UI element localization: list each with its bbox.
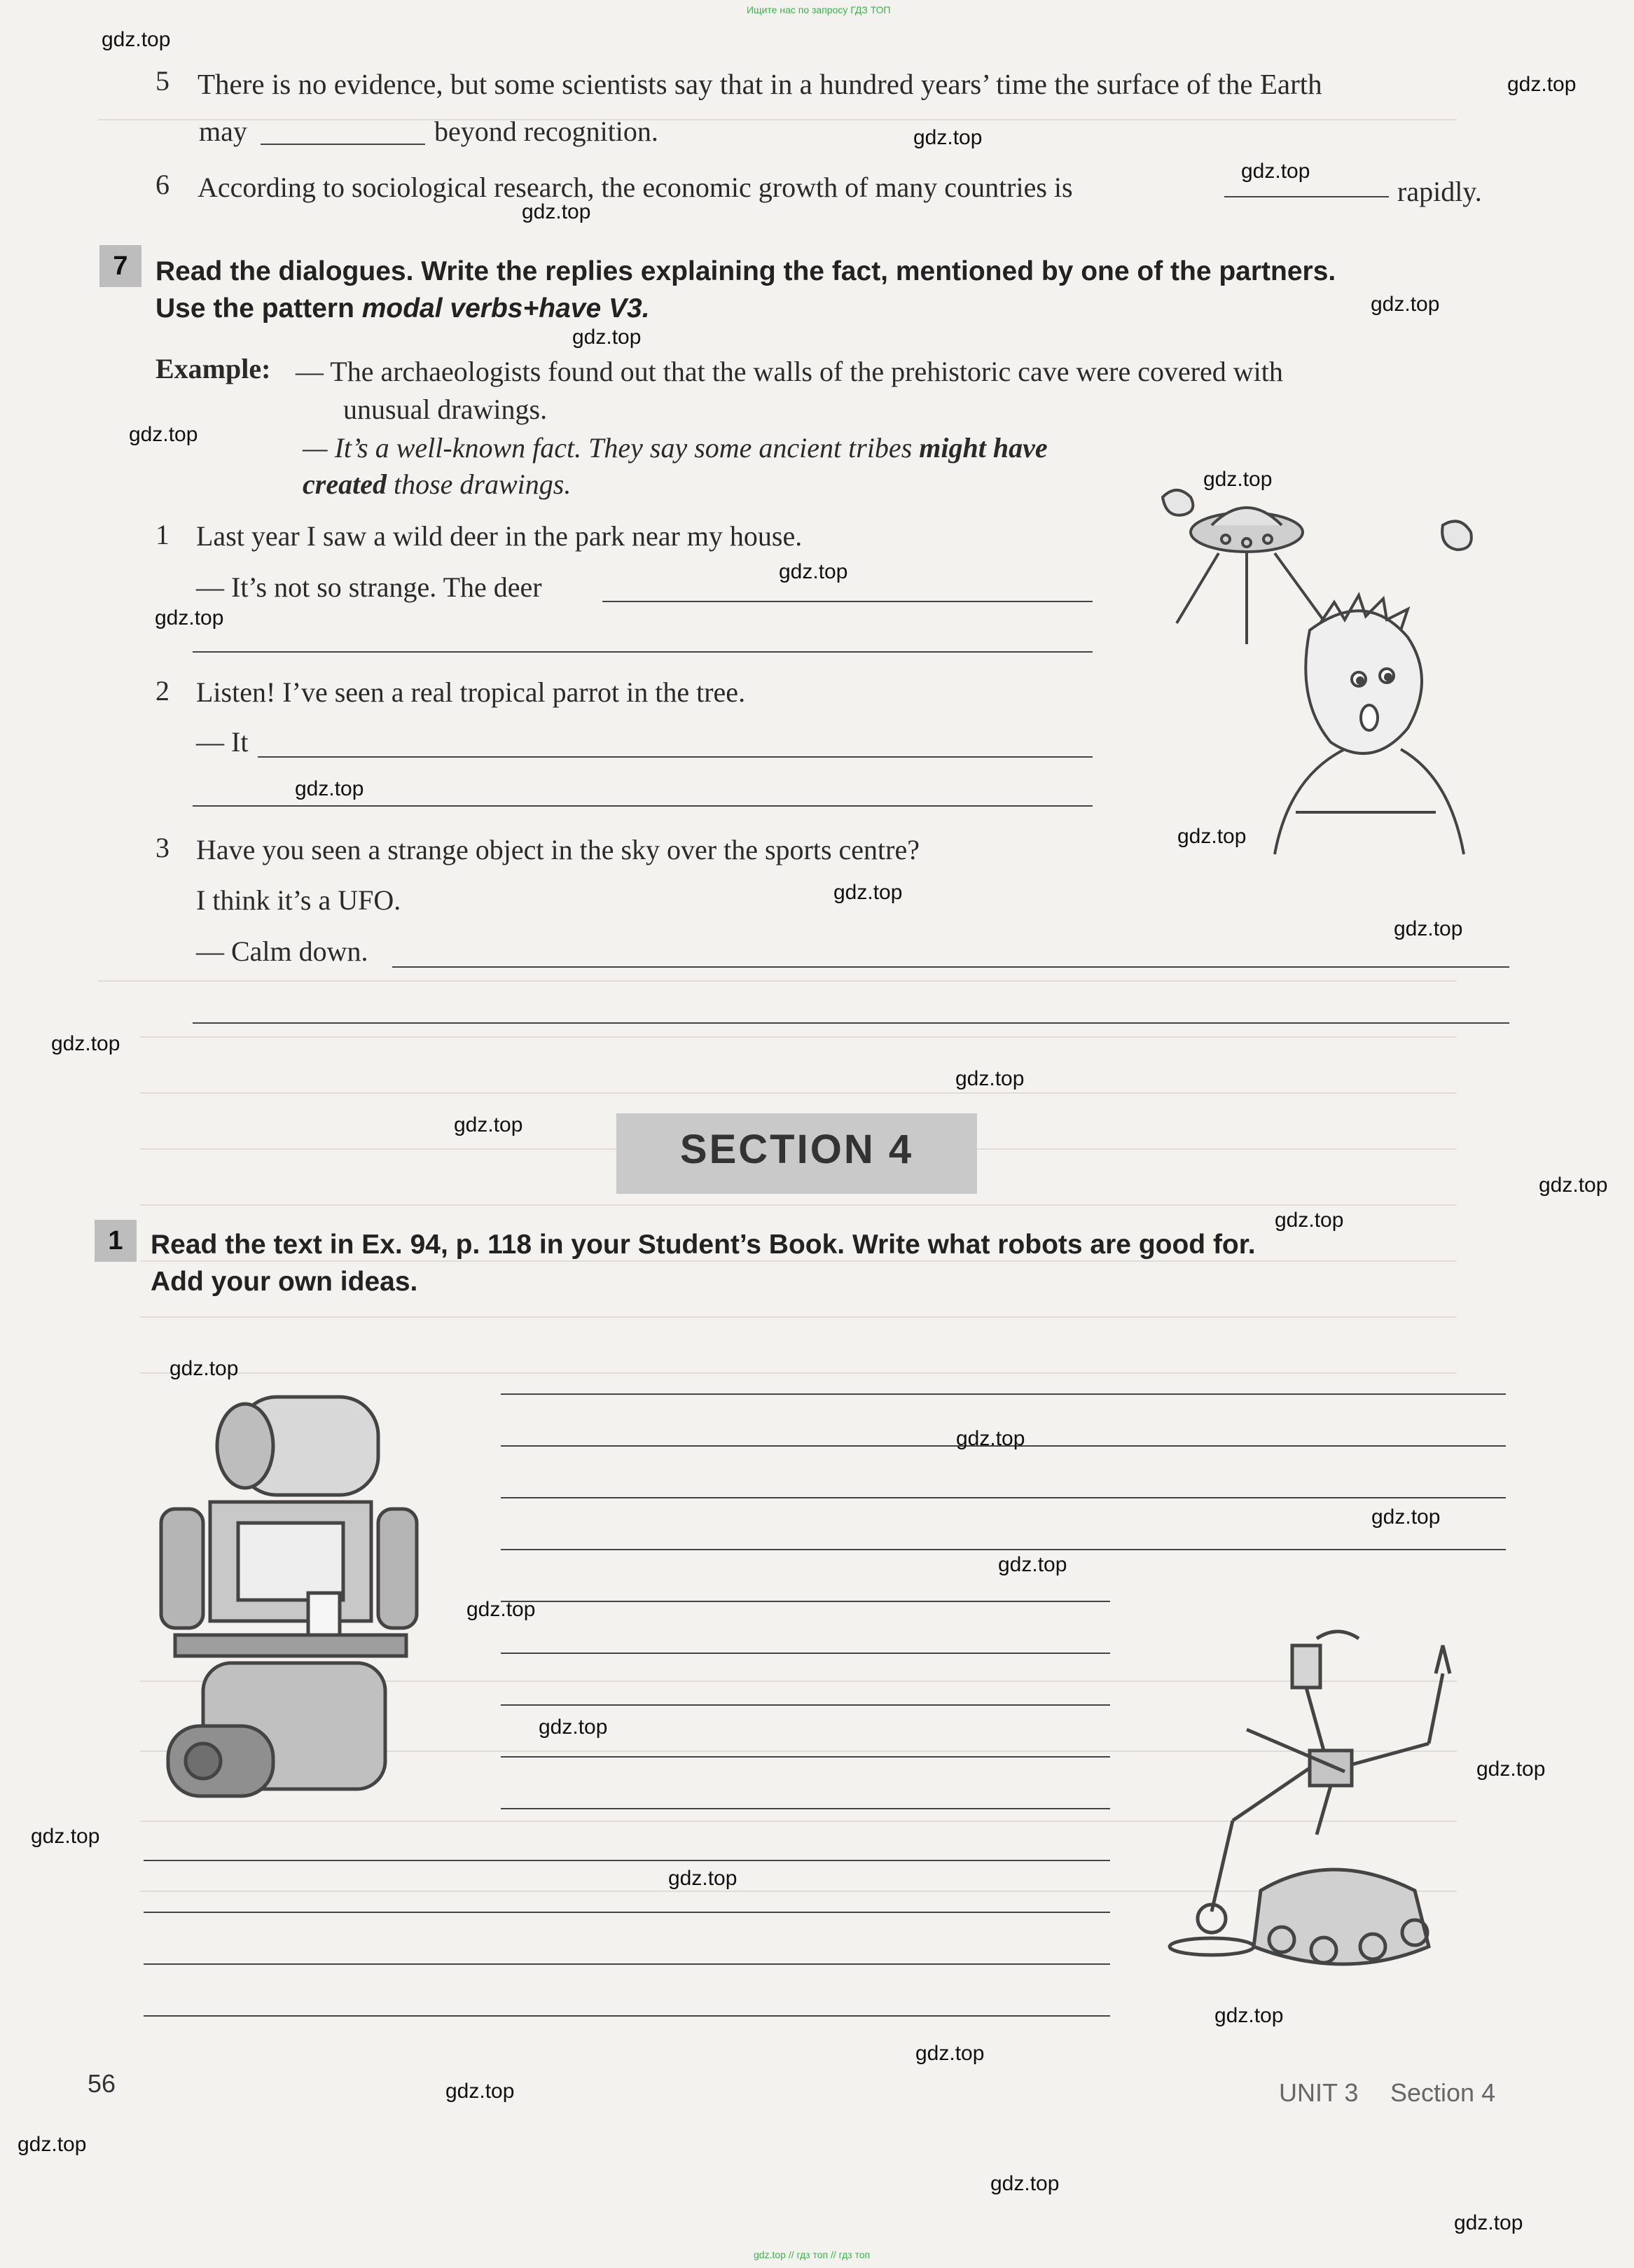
- watermark-text: gdz.top: [913, 126, 983, 149]
- answer-line[interactable]: [144, 2015, 1110, 2017]
- watermark-text: gdz.top: [998, 1553, 1067, 1576]
- robot-with-tray-illustration: [147, 1390, 427, 1810]
- watermark-text: gdz.top: [1214, 2004, 1284, 2027]
- watermark-text: gdz.top: [1454, 2211, 1523, 2234]
- item-prompt: Have you seen a strange object in the sky over the sports centre?: [196, 834, 920, 865]
- watermark-text: gdz.top: [1476, 1758, 1546, 1781]
- watermark-text: gdz.top: [454, 1113, 523, 1136]
- watermark-text: gdz.top: [1241, 160, 1310, 183]
- answer-line[interactable]: [501, 1704, 1110, 1706]
- item-text-cont: may: [199, 116, 247, 147]
- unit-label: UNIT 3: [1279, 2078, 1359, 2107]
- robotic-arm-illustration: [1149, 1610, 1485, 2003]
- answer-line[interactable]: [501, 1756, 1110, 1758]
- ufo-boy-illustration: [1135, 483, 1513, 861]
- instruction-line1: Read the text in Ex. 94, p. 118 in your Student’s Book. Write what robots are good for.: [151, 1230, 1256, 1260]
- answer-line[interactable]: [193, 651, 1093, 653]
- instruction-line2: Use the pattern modal verbs+have V3.: [155, 293, 650, 323]
- answer-blank[interactable]: [1224, 196, 1389, 197]
- watermark-text: gdz.top: [18, 2133, 87, 2156]
- watermark-text: gdz.top: [1203, 468, 1273, 491]
- watermark-text: gdz.top: [668, 1867, 738, 1890]
- top-banner[interactable]: Ищите нас по запросу ГДЗ ТОП: [747, 4, 891, 15]
- answer-blank[interactable]: [261, 144, 425, 145]
- watermark-text: gdz.top: [155, 606, 224, 629]
- answer-line[interactable]: [501, 1653, 1110, 1654]
- section-heading: SECTION 4: [679, 1127, 914, 1172]
- watermark-text: gdz.top: [466, 1598, 536, 1621]
- watermark-text: gdz.top: [31, 1825, 100, 1848]
- item-prompt-2: I think it’s a UFO.: [196, 884, 401, 916]
- watermark-text: gdz.top: [1371, 1505, 1441, 1529]
- watermark-text: gdz.top: [1275, 1209, 1344, 1232]
- bottom-banner[interactable]: gdz.top // гдз топ // гдз топ: [754, 2249, 871, 2260]
- item-text-after: beyond recognition.: [434, 116, 658, 147]
- watermark-text: gdz.top: [955, 1067, 1025, 1090]
- watermark-text: gdz.top: [1507, 73, 1577, 96]
- exercise7-instruction: [155, 253, 1486, 327]
- section-label: Section 4: [1390, 2078, 1496, 2107]
- watermark-text: gdz.top: [779, 560, 848, 583]
- watermark-text: gdz.top: [1177, 825, 1247, 848]
- answer-line[interactable]: [193, 1022, 1509, 1024]
- watermark-text: gdz.top: [990, 2172, 1060, 2195]
- answer-line[interactable]: [258, 756, 1093, 758]
- page-number: 56: [88, 2069, 116, 2098]
- watermark-text: gdz.top: [539, 1716, 608, 1739]
- watermark-text: gdz.top: [129, 423, 198, 446]
- exercise1-instruction: [151, 1227, 1481, 1300]
- answer-line[interactable]: [501, 1808, 1110, 1809]
- item-prompt: Listen! I’ve seen a real tropical parrot in the tree.: [196, 676, 746, 708]
- item-text: There is no evidence, but some scientists say that in a hundred years’ time the surface of the Earth: [198, 68, 1322, 100]
- exercise-number-badge: 1: [95, 1220, 137, 1262]
- watermark-text: gdz.top: [833, 881, 903, 904]
- instruction-line2: Add your own ideas.: [151, 1266, 418, 1297]
- answer-line[interactable]: [193, 805, 1093, 807]
- item-number: 2: [155, 675, 169, 707]
- answer-line[interactable]: [144, 1912, 1110, 1913]
- example-label: Example:: [155, 353, 271, 384]
- item-text-after: rapidly.: [1397, 176, 1482, 207]
- exercise-number-badge: 7: [99, 245, 141, 287]
- item-text: According to sociological research, the economic growth of many countries is: [198, 172, 1073, 203]
- watermark-text: gdz.top: [572, 326, 642, 349]
- answer-line[interactable]: [144, 1963, 1110, 1965]
- answer-line[interactable]: [501, 1393, 1506, 1395]
- instruction-line1: Read the dialogues. Write the replies explaining the fact, mentioned by one of the partners.: [155, 256, 1336, 286]
- item-number: 6: [155, 169, 169, 200]
- item-number: 1: [155, 519, 169, 550]
- answer-line[interactable]: [602, 601, 1093, 602]
- watermark-text: gdz.top: [915, 2042, 985, 2065]
- watermark-text: gdz.top: [1539, 1174, 1608, 1197]
- watermark-text: gdz.top: [522, 200, 591, 223]
- watermark-text: gdz.top: [102, 28, 171, 51]
- watermark-text: gdz.top: [295, 777, 364, 800]
- example-reply: — It’s a well-known fact. They say some ancient tribes might have created those drawings.: [303, 432, 1048, 500]
- watermark-text: gdz.top: [445, 2080, 515, 2103]
- item-reply: — It: [196, 726, 249, 758]
- answer-line[interactable]: [392, 966, 1509, 968]
- item-number: 3: [155, 832, 169, 863]
- answer-line[interactable]: [501, 1497, 1506, 1498]
- watermark-text: gdz.top: [169, 1357, 239, 1380]
- item-number: 5: [155, 65, 169, 97]
- example-line1: — The archaeologists found out that the walls of the prehistoric cave were covered with: [296, 356, 1283, 387]
- item-reply: — It’s not so strange. The deer: [196, 571, 542, 603]
- watermark-text: gdz.top: [1394, 917, 1463, 940]
- item-reply: — Calm down.: [196, 935, 368, 967]
- watermark-text: gdz.top: [1371, 293, 1440, 316]
- pattern-text: modal verbs+have V3.: [361, 293, 650, 323]
- item-prompt: Last year I saw a wild deer in the park near my house.: [196, 520, 803, 552]
- watermark-text: gdz.top: [956, 1427, 1025, 1450]
- answer-line[interactable]: [501, 1549, 1506, 1550]
- watermark-text: gdz.top: [51, 1032, 120, 1055]
- example-line2: unusual drawings.: [343, 394, 548, 425]
- answer-line[interactable]: [501, 1601, 1110, 1602]
- answer-line[interactable]: [144, 1860, 1110, 1861]
